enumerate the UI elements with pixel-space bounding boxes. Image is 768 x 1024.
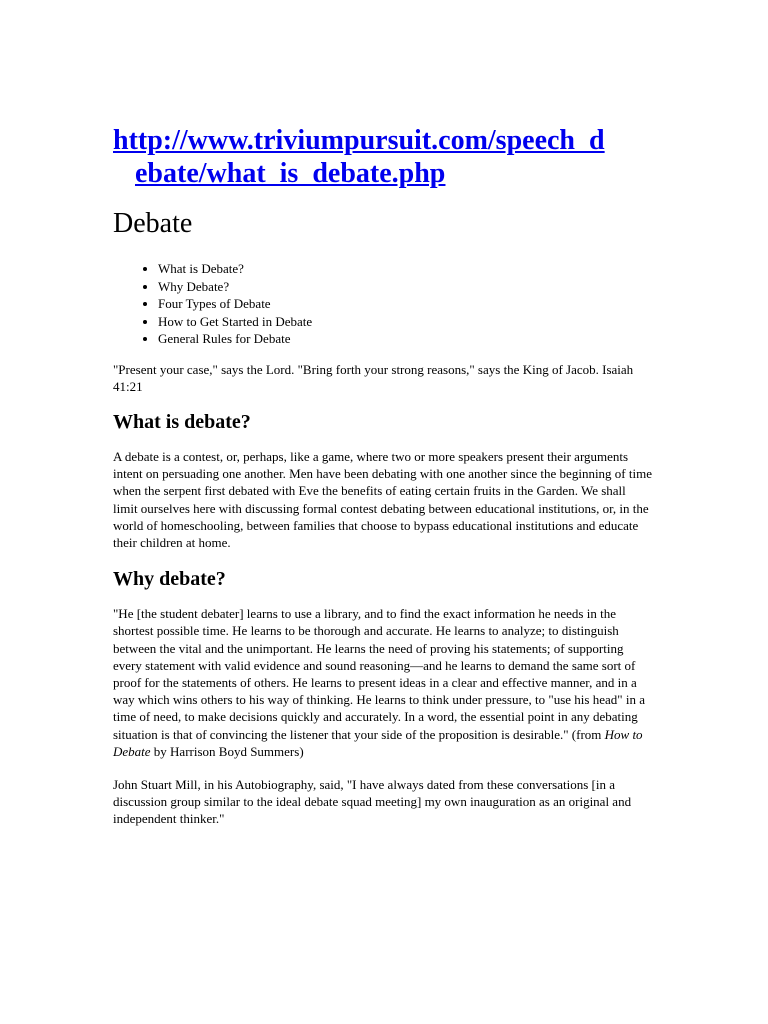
url-heading: [113, 124, 653, 190]
citation-prefix: (from: [568, 726, 605, 742]
why-debate-quote-text: "He [the student debater] learns to use a library, and to find the exact information he needs in the shortest possible time. He learns to be thorough and accurate. He learns to analyze; to distinguish between the vital and the unimportant. He learns the need of proving his statements; of supporting every statement with valid evidence and sound reasoning—and he learns to demand the same sort of proof for the statements of others. He learns to present ideas in a clear and effective manner, and in a way which wins others to his way of thinking. He learns to think under pressure, to "use his head" in a time of need, to make decisions quickly and accurately. In a word, the essential point in any debating situation is that of convincing the listener that your side of the proposition is desirable.": [113, 606, 645, 742]
toc-item-four-types: • Four Types of Debate: [158, 295, 653, 313]
source-url-link[interactable]: [113, 125, 605, 189]
source-url-line-1: http://www.triviumpursuit.com/speech_d: [113, 125, 605, 156]
section-heading-why-debate: Why debate?: [113, 568, 226, 591]
table-of-contents: [113, 260, 653, 348]
intro-quote: "Present your case," says the Lord. "Bring forth your strong reasons," says the King of Jacob. Isaiah 41:21: [113, 361, 634, 394]
paragraph-mill-quote: John Stuart Mill, in his Autobiography, said, "I have always dated from these conversations [in a discussion group similar to the ideal debate squad meeting] my own inauguration as an original and independent thinker.": [113, 776, 632, 827]
toc-item-why-debate: • Why Debate?: [158, 278, 653, 296]
toc-item-general-rules: • General Rules for Debate: [158, 330, 653, 348]
source-url-line-2: ebate/what_is_debate.php: [135, 158, 446, 189]
toc-item-what-is-debate: • What is Debate?: [158, 260, 653, 278]
section-heading-what-is-debate: What is debate?: [113, 410, 251, 433]
citation-book-title: How to Debate: [113, 726, 643, 759]
citation-suffix: by Harrison Boyd Summers): [150, 743, 304, 759]
document-page: [113, 124, 653, 828]
page-title: Debate: [113, 208, 193, 239]
paragraph-why-debate-quote: [113, 605, 653, 760]
toc-item-get-started: • How to Get Started in Debate: [158, 313, 653, 331]
paragraph-what-is-debate: A debate is a contest, or, perhaps, like a game, where two or more speakers present their arguments intent on persuading one another. Men have been debating with one another since the beginning of time when the serpent first debated with Eve the benefits of eating certain fruits in the Garden. We shall limit ourselves here with discussing formal contest debating between educational institutions, or, in the world of homeschooling, between families that choose to bypass educational institutions and educate their children at home.: [113, 448, 652, 550]
